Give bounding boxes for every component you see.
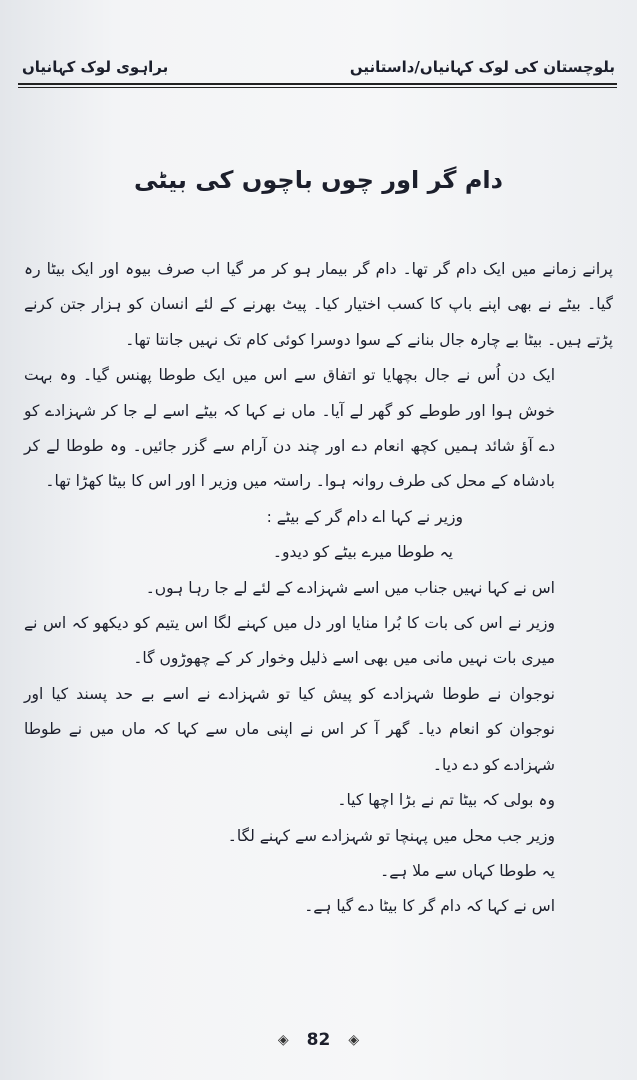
header-rule: [18, 83, 617, 88]
book-title: بلوچستان کی لوک کہانیاں/داستانیں: [349, 58, 615, 76]
paragraph: ایک دن اُس نے جال بچھایا تو اتفاق سے اس میں ایک طوطا پھنس گیا۔ وہ بہت خوش ہوا اور طوطے کو گھر لے آیا۔ ماں نے کہا کہ بیٹے اسے لے جا کر شہزادے کو دے آؤ شائد ہمیں کچھ انعام دے اور چند دن آرام سے گزر جائیں۔ وہ طوطا لے کر بادشاہ کے محل کی طرف روانہ ہوا۔ راستہ میں وزیر ا اور اس کا بیٹا کھڑا تھا۔: [24, 366, 555, 491]
story-body: [24, 252, 613, 925]
paragraph: وزیر نے کہا اے دام گر کے بیٹے :: [266, 507, 463, 526]
ornament-right-icon: ◈: [348, 1032, 360, 1048]
section-title: براہوی لوک کہانیاں: [22, 58, 169, 76]
paragraph: اس نے کہا کہ دام گر کا بیٹا دے گیا ہے۔: [304, 897, 555, 916]
page-footer: [0, 1030, 637, 1050]
story-title: دام گر اور چوں باچوں کی بیٹی: [134, 166, 503, 194]
paragraph: یہ طوطا میرے بیٹے کو دیدو۔: [272, 543, 453, 562]
page-number: 82: [306, 1030, 331, 1050]
running-header: [22, 58, 615, 76]
paragraph: وہ بولی کہ بیٹا تم نے بڑا اچھا کیا۔: [337, 791, 555, 810]
paragraph: اس نے کہا نہیں جناب میں اسے شہزادے کے لئے لے جا رہا ہوں۔: [145, 578, 555, 597]
paragraph: وزیر جب محل میں پہنچا تو شہزادے سے کہنے لگا۔: [227, 826, 555, 845]
paragraph: وزیر نے اس کی بات کا بُرا منایا اور دل میں کہنے لگا اس یتیم کو دیکھو کہ اس نے میری بات نہیں مانی میں بھی اسے ذلیل وخوار کر کے چھوڑوں گا۔: [24, 614, 555, 668]
paragraph: یہ طوطا کہاں سے ملا ہے۔: [380, 861, 555, 880]
paragraph: پرانے زمانے میں ایک دام گر تھا۔ دام گر بیمار ہو کر مر گیا اب صرف بیوہ اور ایک بیٹا رہ گیا۔ بیٹے نے بھی اپنے باپ کا کسب اختیار کیا۔ پیٹ بھرنے کے لئے انسان کو ہزار جتن کرنے پڑتے ہیں۔ بیٹا بے چارہ جال بنانے کے سوا دوسرا کوئی کام تک نہیں جانتا تھا۔: [24, 260, 613, 349]
ornament-left-icon: ◈: [277, 1032, 289, 1048]
paragraph: نوجوان نے طوطا شہزادے کو پیش کیا تو شہزادے نے اسے بے حد پسند کیا اور نوجوان کو انعام دیا۔ گھر آ کر اس نے اپنی ماں سے کہا کہ ماں میں نے طوطا شہزادے کو دے دیا۔: [24, 684, 555, 774]
